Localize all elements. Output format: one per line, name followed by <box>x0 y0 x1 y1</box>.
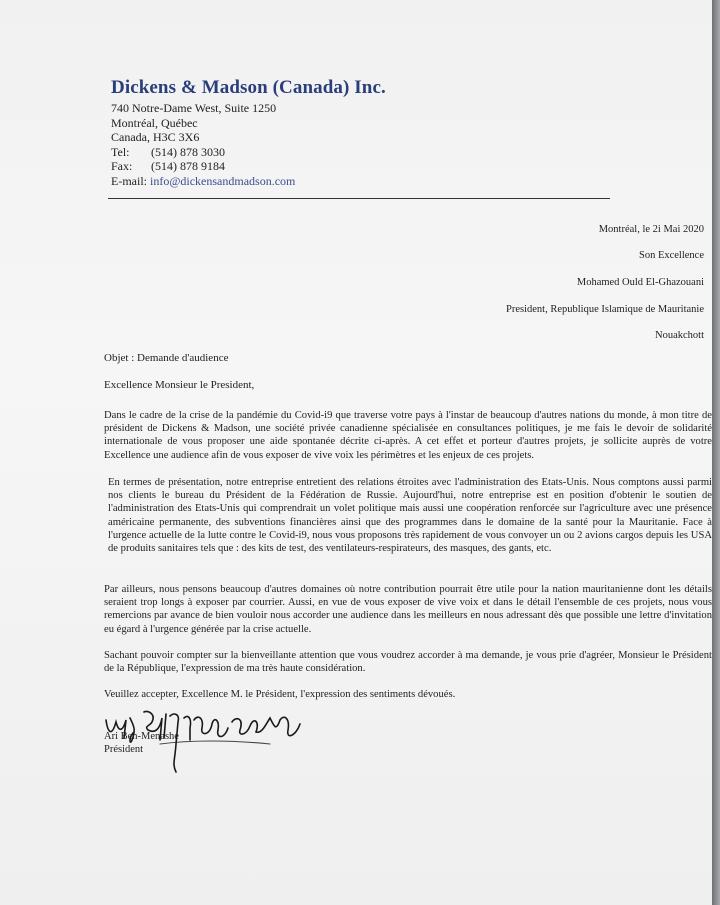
recipient-position: President, Republique Islamique de Mauritanie <box>506 304 704 315</box>
paragraph-3: Par ailleurs, nous pensons beaucoup d'autres domaines où notre contribution pourrait être utile pour la nation mauritanienne dont les détails seraient trop longs à exposer par courrier. Aussi, en vue de vous exposer de vive voix et dans le détail l'ensemble de ces projets, nous vous remercions par avance de bien vouloir nous accorder une audience dans les meilleurs en nous adressant dès que possible une lettre d'invitation eu égard à l'urgence générée par la crise actuelle. <box>104 584 712 635</box>
letterhead-address <box>111 101 295 189</box>
tel-row <box>111 145 295 160</box>
address-line-3: Canada, H3C 3X6 <box>111 130 200 145</box>
letterhead-divider <box>108 198 610 199</box>
address-line-1: 740 Notre-Dame West, Suite 1250 <box>111 101 277 115</box>
signer-name: Ari Ben-Menashe <box>104 731 179 742</box>
tel-label: Tel: <box>111 144 130 159</box>
paragraph-2: En termes de présentation, notre entreprise entretient des relations étroites avec l'administration des Etats-Unis. Nous comptons aussi parmi nos clients le bureau du Président de la Fédération de Russie. Aujourd'hui, notre entreprise est en position d'obtenir le soutien de l'administration des Etats-Unis qui comprendrait un volet politique mais aussi une coopération renforcée sur l'agriculture avec une présence américaine permanente, des subventions financières ainsi que des programmes dans le domaine de la santé pour la Mauritanie. Face à l'urgence actuelle de la lutte contre le Covid-i9, nous vous proposons très rapidement de vous convoyer un ou 2 avions cargos depuis les USA de produits sanitaires tels que : des kits de test, des ventilateurs-respirateurs, des masques, des gants, etc. <box>108 477 712 555</box>
email-link[interactable]: info@dickensandmadson.com <box>150 173 296 188</box>
signer-title: Président <box>104 744 144 755</box>
fax-row <box>111 159 295 174</box>
page-edge-shadow <box>712 0 720 905</box>
letter-subject: Objet : Demande d'audience <box>104 352 229 364</box>
paragraph-1: Dans le cadre de la crise de la pandémie du Covid-i9 que traverse votre pays à l'instar de beaucoup d'autres nations du monde, à mon titre de président de Dickens & Madson, une société privée canadienne spécialisée en consultances politiques, je me fais le devoir de solidarité internationale de vous proposer une aide spontanée décrite ci-après. A cet effet et porteur d'autres projets, je sollicite auprès de votre Excellence une audience afin de vous exposer de vive voix les périmètres et les enjeux de ces projets. <box>104 410 712 461</box>
company-name: Dickens & Madson (Canada) Inc. <box>111 77 386 98</box>
recipient-name: Mohamed Ould El-Ghazouani <box>576 277 704 288</box>
letter-date: Montréal, le 2i Mai 2020 <box>598 224 704 235</box>
paragraph-4: Sachant pouvoir compter sur la bienveillante attention que vous voudrez accorder à ma demande, je vous prie d'agréer, Monsieur le Président de la République, l'expression de ma très haute considération. <box>104 650 712 675</box>
handwritten-signature <box>100 700 310 780</box>
tel-value: (514) 878 3030 <box>151 144 225 159</box>
fax-label: Fax: <box>111 159 133 174</box>
letter-salutation: Excellence Monsieur le President, <box>104 379 255 391</box>
recipient-city: Nouakchott <box>655 330 704 341</box>
email-label: E-mail: <box>111 173 147 188</box>
address-line-2: Montréal, Québec <box>111 115 198 130</box>
closing-line: Veuillez accepter, Excellence M. le Président, l'expression des sentiments dévoués. <box>104 689 456 700</box>
fax-value: (514) 878 9184 <box>151 159 225 174</box>
recipient-title: Son Excellence <box>638 250 704 261</box>
email-row <box>111 174 295 189</box>
